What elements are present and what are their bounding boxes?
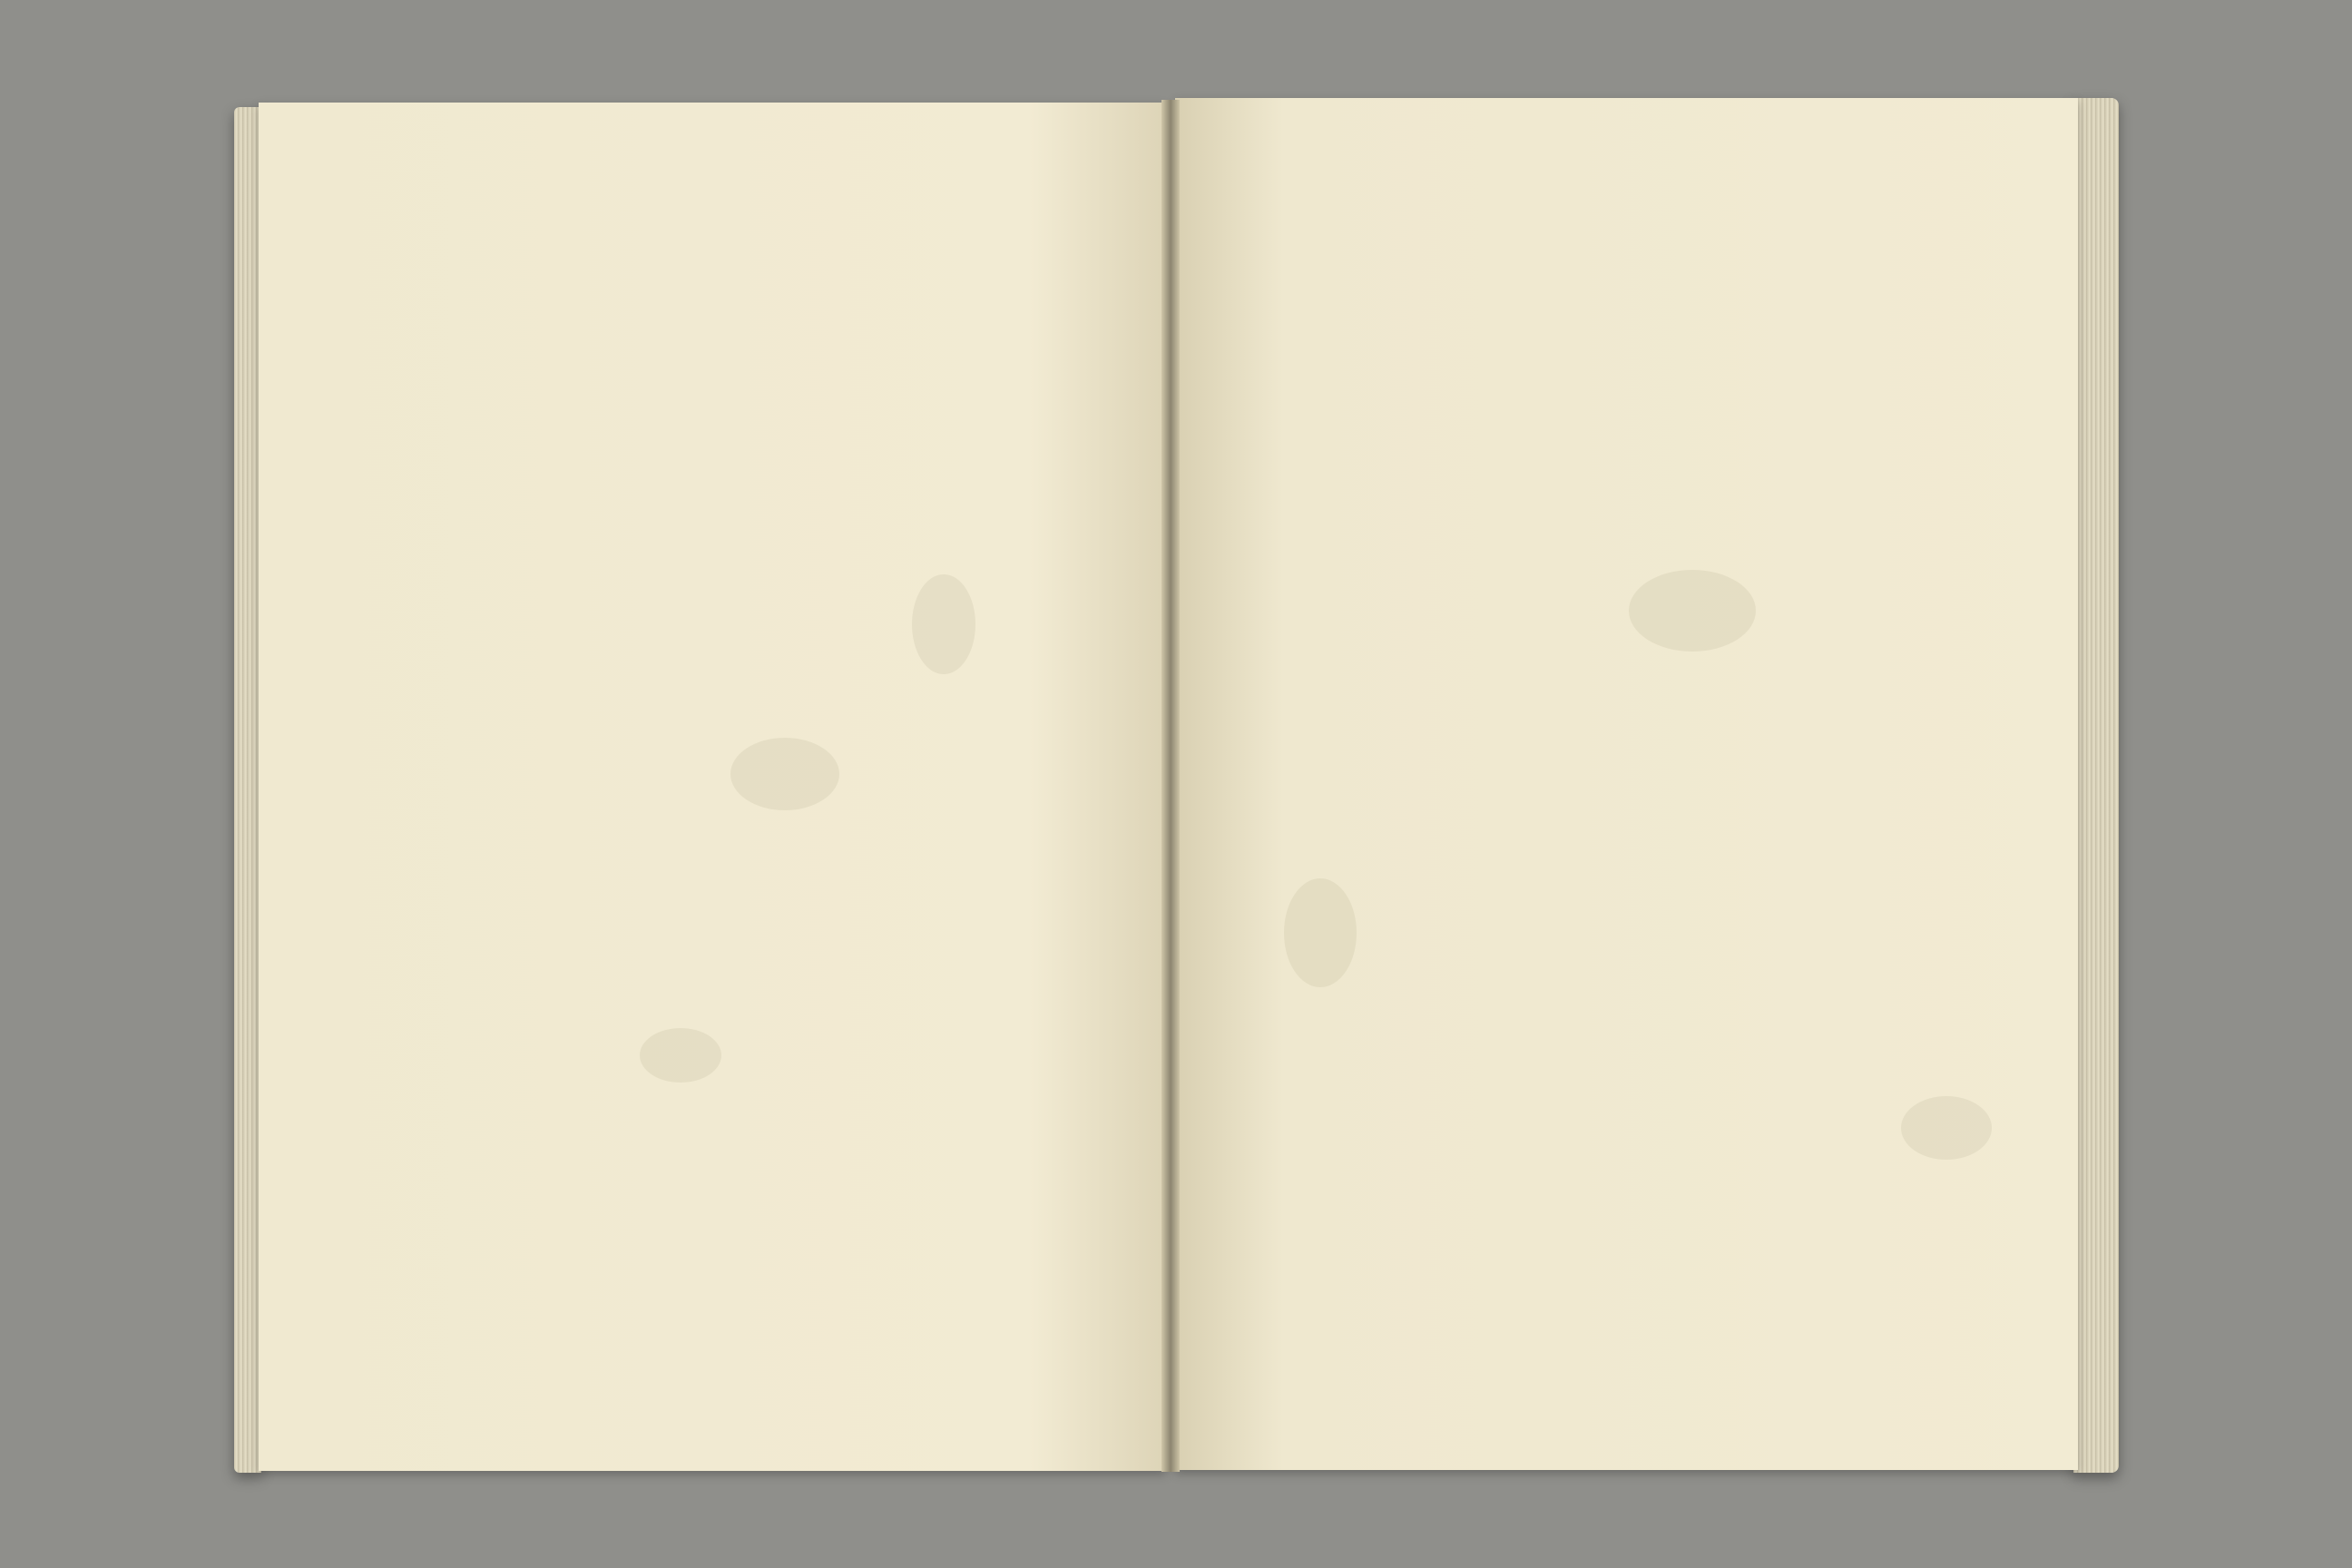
paper-stain — [640, 1028, 721, 1083]
paper-stain — [1629, 570, 1756, 652]
left-page — [259, 103, 1166, 1471]
book-gutter — [1161, 100, 1180, 1472]
right-page — [1175, 98, 2078, 1470]
paper-stain — [730, 738, 839, 810]
left-page-stack-edge — [234, 107, 261, 1473]
right-page-stack-edge — [2073, 98, 2119, 1473]
paper-stain — [1284, 878, 1357, 987]
paper-stain — [1901, 1096, 1992, 1160]
paper-stain — [912, 574, 975, 674]
